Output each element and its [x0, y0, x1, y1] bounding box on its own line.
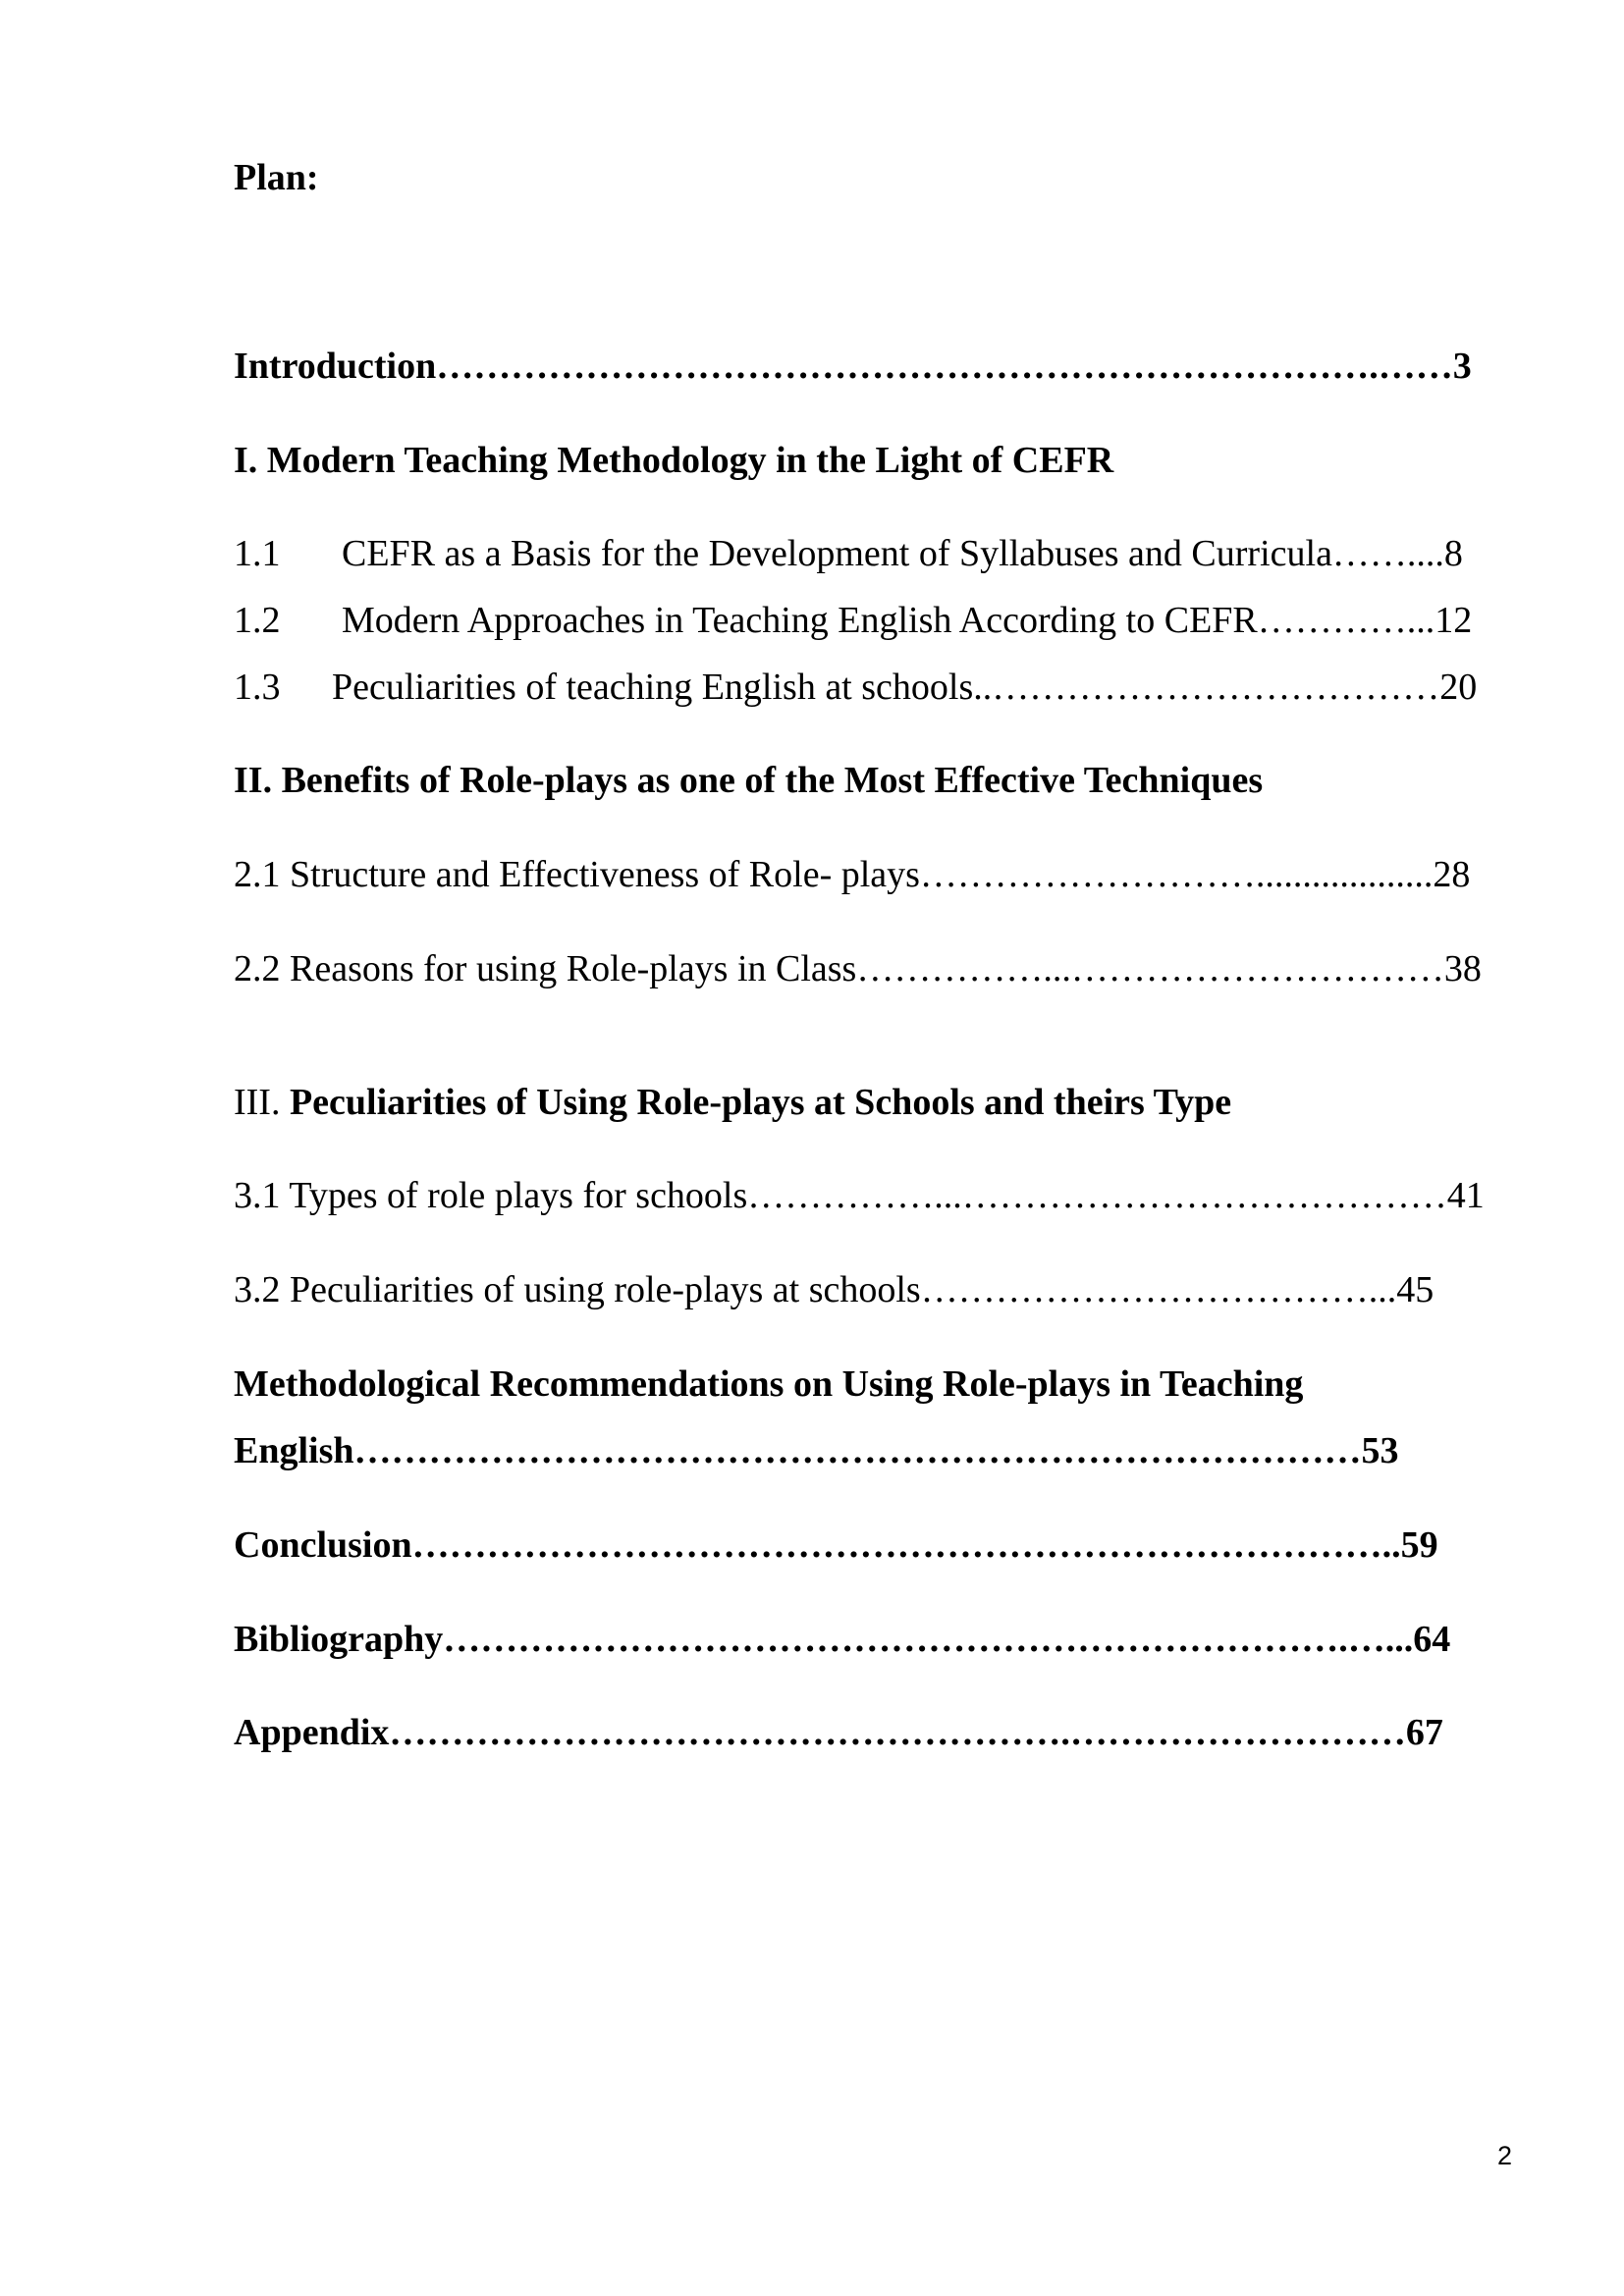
toc-entry-2-1: 2.1 Structure and Effectiveness of Role- plays………………………...................28: [234, 854, 1471, 895]
toc-chapter-3-title: Peculiarities of Using Role-plays at Schools and theirs Type: [289, 1082, 1232, 1123]
toc-entry-2-2: 2.2 Reasons for using Role-plays in Class……………...…………………………38: [234, 948, 1482, 989]
toc-entry-1-1: [234, 531, 1463, 576]
toc-entry-conclusion: Conclusion……………………………………………………………………..59: [234, 1524, 1438, 1566]
toc-chapter-3-numeral: III.: [234, 1082, 290, 1123]
toc-entry-number: 1.1: [234, 533, 281, 574]
toc-chapter-2-heading: II. Benefits of Role-plays as one of the Most Effective Techniques: [234, 760, 1264, 801]
toc-entry-recommendations-line-2: English………………………………………………………………………53: [234, 1430, 1399, 1471]
toc-entry-text: Modern Approaches in Teaching English According to CEFR…………...12: [342, 600, 1473, 641]
toc-entry-number: 1.3: [234, 667, 281, 708]
toc-chapter-3-heading: [234, 1080, 1231, 1125]
toc-entry-3-1: 3.1 Types of role plays for schools……………...…………………………………41: [234, 1175, 1485, 1216]
toc-entry-number: 1.2: [234, 600, 281, 641]
toc-entry-text: CEFR as a Basis for the Development of Syllabuses and Curricula……....8: [342, 533, 1463, 574]
toc-entry-appendix: Appendix……………………………………………….………………………67: [234, 1712, 1443, 1753]
page-number: 2: [1496, 2141, 1512, 2170]
toc-entry-recommendations-line-1: Methodological Recommendations on Using Role-plays in Teaching: [234, 1363, 1304, 1405]
toc-chapter-1-heading: I. Modern Teaching Methodology in the Light of CEFR: [234, 440, 1114, 481]
toc-entry-1-3: [234, 665, 1477, 710]
plan-title: Plan:: [234, 157, 319, 198]
toc-entry-3-2: 3.2 Peculiarities of using role-plays at schools………………………………...45: [234, 1269, 1435, 1310]
toc-entry-introduction: Introduction………………………………………………………………….……3: [234, 346, 1472, 387]
toc-entry-1-2: [234, 598, 1472, 643]
toc-entry-bibliography: Bibliography……………………………………………………………….…...64: [234, 1619, 1451, 1660]
toc-entry-text: Peculiarities of teaching English at schools..………………………………20: [332, 667, 1478, 708]
